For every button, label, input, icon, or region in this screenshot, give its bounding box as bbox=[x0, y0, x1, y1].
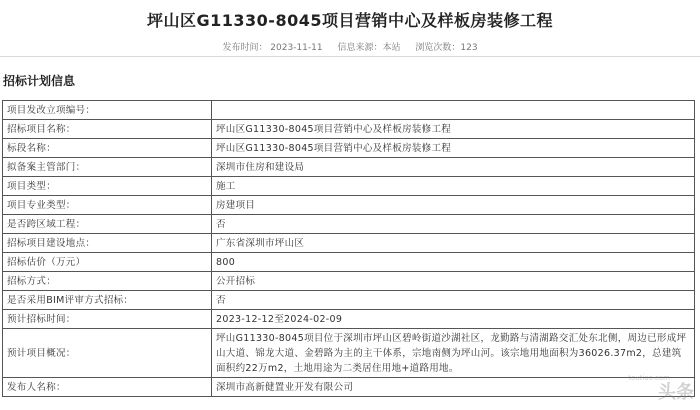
row-value: 广东省深圳市坪山区 bbox=[212, 234, 695, 253]
row-label: 项目专业类型： bbox=[3, 196, 212, 215]
row-label: 招标项目建设地点： bbox=[3, 234, 212, 253]
row-value bbox=[212, 101, 695, 120]
table-row bbox=[3, 310, 695, 329]
table-row bbox=[3, 158, 695, 177]
row-label: 标段名称： bbox=[3, 139, 212, 158]
section-heading: 招标计划信息 bbox=[3, 74, 76, 88]
row-label: 招标方式： bbox=[3, 272, 212, 291]
row-value: 2023-12-12至2024-02-09 bbox=[212, 310, 695, 329]
tender-info-table bbox=[2, 100, 695, 397]
row-value: 房建项目 bbox=[212, 196, 695, 215]
table-row bbox=[3, 253, 695, 272]
row-label: 是否采用BIM评审方式招标： bbox=[3, 291, 212, 310]
article-meta bbox=[0, 40, 700, 53]
table-row bbox=[3, 329, 695, 378]
watermark: 头条 bbox=[658, 382, 694, 403]
row-label: 招标估价（万元） bbox=[3, 253, 212, 272]
row-value: 坪山区G11330-8045项目营销中心及样板房装修工程 bbox=[212, 139, 695, 158]
view-count: 浏览次数：123 bbox=[415, 43, 478, 53]
row-label: 招标项目名称： bbox=[3, 120, 212, 139]
publish-time: 发布时间： 2023-11-11 bbox=[222, 43, 323, 53]
row-label: 预计招标时间： bbox=[3, 310, 212, 329]
table-row bbox=[3, 234, 695, 253]
table-row bbox=[3, 215, 695, 234]
table-row bbox=[3, 101, 695, 120]
row-label: 是否跨区域工程： bbox=[3, 215, 212, 234]
table-row bbox=[3, 120, 695, 139]
row-value: 否 bbox=[212, 291, 695, 310]
row-label: 预计项目概况： bbox=[3, 329, 212, 378]
row-label: 项目类型： bbox=[3, 177, 212, 196]
row-value: 施工 bbox=[212, 177, 695, 196]
row-label: 发布人名称： bbox=[3, 378, 212, 397]
row-value: 公开招标 bbox=[212, 272, 695, 291]
table-row bbox=[3, 378, 695, 397]
row-value: 深圳市住房和建设局 bbox=[212, 158, 695, 177]
row-value: 800 bbox=[212, 253, 695, 272]
info-source: 信息来源：本站 bbox=[337, 43, 401, 53]
page-title: 坪山区G11330-8045项目营销中心及样板房装修工程 bbox=[147, 11, 553, 30]
row-value: 坪山G11330-8045项目位于深圳市坪山区碧岭街道沙湖社区，龙勤路与清湖路交汇处东北侧，周边已形成坪山大道、锦龙大道、金碧路为主的主干体系，宗地南侧为坪山河。该宗地用地面积为36026.37m2，总建筑面积约22万m2，土地用途为二类居住用地+道路用地。 bbox=[212, 329, 695, 378]
table-row bbox=[3, 272, 695, 291]
row-value: 否 bbox=[212, 215, 695, 234]
table-row bbox=[3, 196, 695, 215]
row-label: 项目发改立项编号： bbox=[3, 101, 212, 120]
table-row bbox=[3, 139, 695, 158]
row-label: 拟备案主管部门： bbox=[3, 158, 212, 177]
header-divider bbox=[0, 56, 700, 57]
watermark-url: toutiao.com bbox=[628, 374, 670, 382]
table-row bbox=[3, 291, 695, 310]
row-value: 深圳市高新健置业开发有限公司 bbox=[212, 378, 695, 397]
table-row bbox=[3, 177, 695, 196]
row-value: 坪山区G11330-8045项目营销中心及样板房装修工程 bbox=[212, 120, 695, 139]
